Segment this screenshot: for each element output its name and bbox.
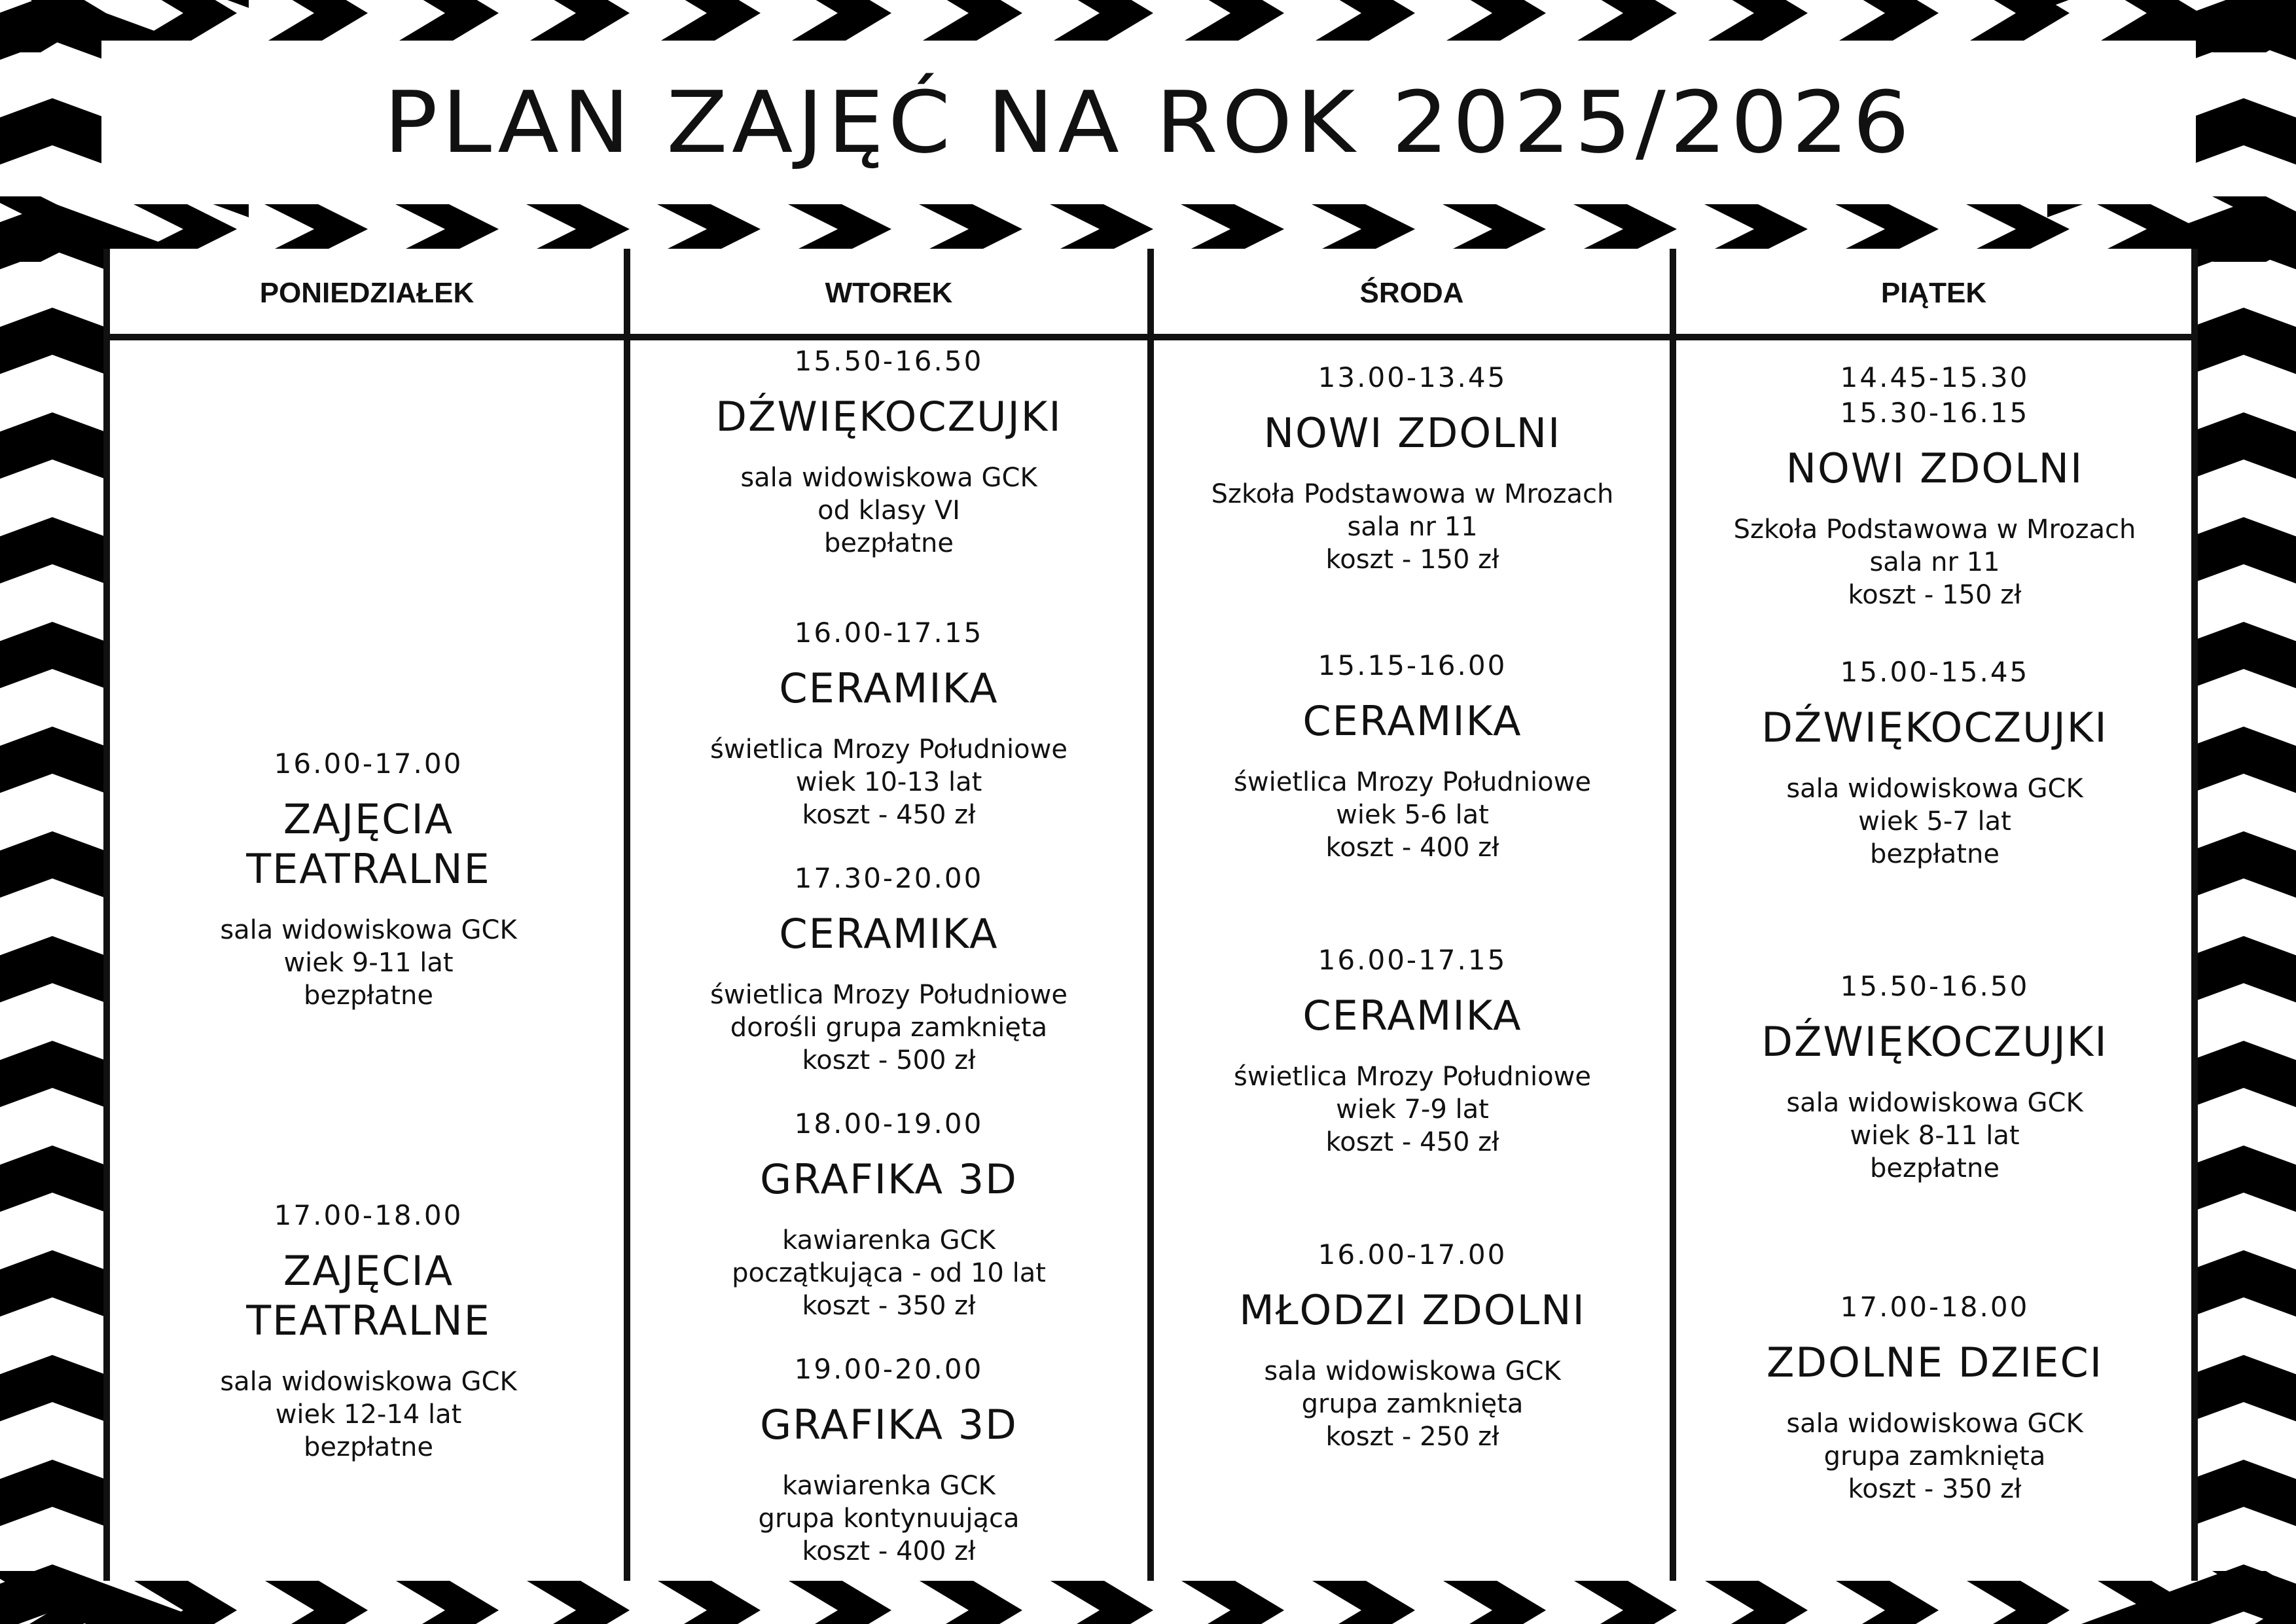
class-details [1676,513,2193,611]
class-name [1154,991,1671,1041]
class-entry [630,1352,1147,1568]
class-entry [630,615,1147,831]
class-name-line: NOWI ZDOLNI [1785,444,2084,492]
class-detail-line: świetlica Mrozy Południowe [1234,767,1591,797]
class-time: 16.00-17.15 [794,617,984,649]
class-detail-line: świetlica Mrozy Południowe [710,980,1067,1010]
class-detail-line: dorośli grupa zamknięta [730,1013,1048,1043]
header-wednesday: ŚRODA [1359,276,1464,309]
class-detail-line: wiek 8-11 lat [1850,1121,2020,1151]
class-name [1676,1017,2193,1067]
class-name [630,909,1147,959]
class-detail-line: Szkoła Podstawowa w Mrozach [1733,514,2136,545]
class-detail-line: Szkoła Podstawowa w Mrozach [1211,479,1614,509]
class-detail-line: sala widowiskowa GCK [1264,1356,1561,1386]
class-entry [630,344,1147,560]
class-entry [1154,943,1671,1159]
class-name-line: ZAJĘCIA [283,795,454,843]
class-details [630,733,1147,831]
class-detail-line: grupa kontynuująca [758,1504,1020,1534]
class-entry [110,1198,627,1464]
class-name-line: ZAJĘCIA [283,1247,454,1295]
class-name-line: DŹWIĘKOCZUJKI [1761,704,2108,751]
class-detail-line: bezpłatne [304,981,433,1011]
class-detail-line: grupa zamknięta [1823,1441,2046,1471]
class-detail-line: wiek 9-11 lat [283,948,454,978]
class-time: 15.30-16.15 [1840,397,2030,429]
class-name-line: DŹWIĘKOCZUJKI [1761,1018,2108,1066]
class-detail-line: sala widowiskowa GCK [1786,774,2083,804]
class-detail-line: sala nr 11 [1869,547,2000,577]
class-detail-line: wiek 5-6 lat [1336,800,1489,830]
class-detail-line: sala widowiskowa GCK [220,1367,517,1397]
class-details [110,914,627,1012]
class-detail-line: koszt - 400 zł [1325,833,1499,863]
title-panel [101,41,2196,204]
class-entry [1154,648,1671,864]
class-detail-line: koszt - 350 zł [1848,1474,2022,1504]
class-detail-line: wiek 12-14 lat [275,1399,462,1430]
class-time: 13.00-13.45 [1318,361,1507,393]
class-name [1154,408,1671,458]
class-time: 17.00-18.00 [274,1199,463,1231]
class-details [1154,1355,1671,1453]
class-name-line: GRAFIKA 3D [760,1155,1018,1203]
class-time: 17.00-18.00 [1840,1291,2030,1323]
class-name-line: CERAMIKA [1302,697,1522,745]
class-details [1154,478,1671,576]
class-name-line: TEATRALNE [246,1297,491,1344]
class-entry [1676,360,2193,611]
class-name [1154,696,1671,746]
class-name-line: ZDOLNE DZIECI [1766,1339,2104,1386]
class-entry [1676,655,2193,871]
class-details [630,979,1147,1077]
class-time: 16.00-17.00 [1318,1238,1507,1271]
column-divider-2 [1147,249,1154,1581]
header-monday: PONIEDZIAŁEK [259,276,475,309]
class-name-line: GRAFIKA 3D [760,1401,1018,1449]
class-name-line: CERAMIKA [779,910,999,958]
class-entry [1676,969,2193,1185]
class-time: 15.15-16.00 [1318,649,1507,681]
class-details [1154,766,1671,864]
class-time: 14.45-15.30 [1840,361,2030,393]
class-details [630,1224,1147,1322]
class-detail-line: koszt - 250 zł [1325,1422,1499,1452]
class-detail-line: koszt - 500 zł [802,1045,976,1075]
class-name-line: TEATRALNE [246,845,491,893]
class-time: 15.50-16.50 [794,345,984,377]
class-details [1676,1407,2193,1506]
class-detail-line: koszt - 150 zł [1848,580,2022,610]
class-entry [630,861,1147,1077]
class-name [1676,703,2193,753]
class-detail-line: wiek 7-9 lat [1336,1094,1489,1125]
class-details [630,1470,1147,1568]
column-divider-left-edge [103,249,110,1581]
class-detail-line: bezpłatne [304,1432,433,1462]
class-detail-line: koszt - 150 zł [1325,545,1499,575]
class-name-line: DŹWIĘKOCZUJKI [715,393,1062,441]
class-detail-line: koszt - 450 zł [1325,1127,1499,1157]
class-details [1154,1060,1671,1159]
header-friday: PIĄTEK [1880,276,1987,309]
class-details [110,1365,627,1464]
class-time: 15.00-15.45 [1840,656,2030,688]
class-name [1676,444,2193,494]
class-detail-line: sala widowiskowa GCK [220,915,517,945]
class-entry [110,746,627,1012]
class-detail-line: początkująca - od 10 lat [732,1258,1046,1288]
class-name [630,1155,1147,1204]
class-time: 19.00-20.00 [794,1353,984,1385]
class-name [630,1400,1147,1450]
class-name-line: CERAMIKA [1302,992,1522,1039]
class-time: 16.00-17.00 [274,748,463,780]
class-detail-line: grupa zamknięta [1301,1389,1524,1419]
class-name [1154,1286,1671,1335]
class-name-line: NOWI ZDOLNI [1263,409,1562,457]
class-detail-line: świetlica Mrozy Południowe [1234,1062,1591,1092]
class-time: 16.00-17.15 [1318,944,1507,976]
class-entry [1154,360,1671,576]
class-detail-line: wiek 5-7 lat [1858,806,2011,837]
class-detail-line: bezpłatne [1870,839,2000,869]
class-name-line: CERAMIKA [779,664,999,712]
class-name [110,1246,627,1346]
class-detail-line: bezpłatne [1870,1153,2000,1183]
class-detail-line: świetlica Mrozy Południowe [710,734,1067,765]
class-name [110,795,627,894]
class-detail-line: wiek 10-13 lat [795,767,982,797]
class-time: 17.30-20.00 [794,862,984,894]
class-detail-line: sala widowiskowa GCK [1786,1409,2083,1439]
class-detail-line: sala widowiskowa GCK [740,463,1037,493]
class-detail-line: kawiarenka GCK [782,1471,996,1501]
header-tuesday: WTOREK [825,276,953,309]
class-detail-line: od klasy VI [817,496,960,526]
class-detail-line: koszt - 450 zł [802,800,976,830]
class-detail-line: kawiarenka GCK [782,1225,996,1255]
class-detail-line: koszt - 350 zł [802,1291,976,1321]
class-detail-line: bezpłatne [824,528,954,558]
class-entry [1676,1290,2193,1506]
class-entry [630,1106,1147,1322]
class-time: 18.00-19.00 [794,1108,984,1140]
class-detail-line: koszt - 400 zł [802,1536,976,1566]
page-title: PLAN ZAJĘĆ NA ROK 2025/2026 [384,73,1914,172]
class-name [1676,1338,2193,1388]
class-detail-line: sala nr 11 [1347,512,1478,542]
class-details [1676,1087,2193,1185]
class-details [630,461,1147,560]
schedule-table [103,249,2198,1581]
class-time: 15.50-16.50 [1840,970,2030,1002]
class-name-line: MŁODZI ZDOLNI [1239,1286,1586,1334]
class-entry [1154,1237,1671,1453]
class-name [630,392,1147,442]
class-detail-line: sala widowiskowa GCK [1786,1088,2083,1118]
class-name [630,664,1147,713]
class-details [1676,772,2193,871]
